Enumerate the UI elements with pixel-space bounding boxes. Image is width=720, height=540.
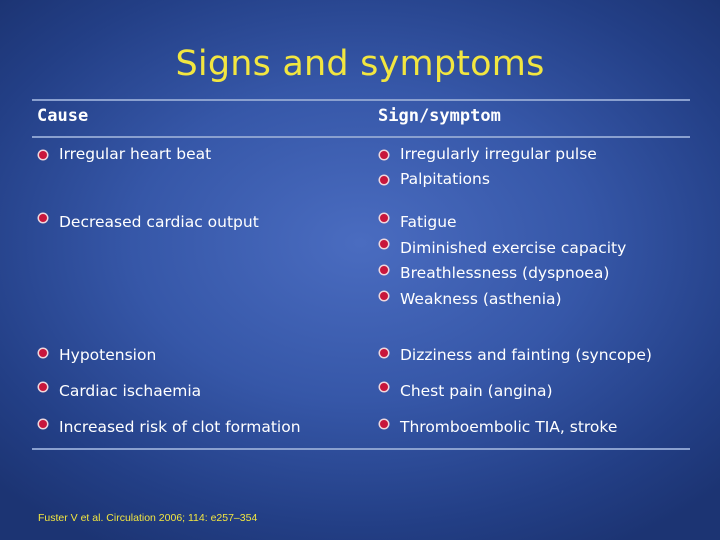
bullet-icon xyxy=(380,151,388,159)
symptom-label: Dizziness and fainting (syncope) xyxy=(400,346,652,364)
bullet-icon xyxy=(39,420,47,428)
header-cause: Cause xyxy=(37,106,89,126)
bullet-icon xyxy=(39,383,47,391)
bullet-icon xyxy=(380,266,388,274)
cause-label: Decreased cardiac output xyxy=(59,213,259,231)
bullet-icon xyxy=(380,176,388,184)
symptom-label: Chest pain (angina) xyxy=(400,382,553,400)
cause-label: Hypotension xyxy=(59,346,157,364)
symptom-label: Fatigue xyxy=(400,213,457,231)
bullet-icon xyxy=(380,240,388,248)
symptom-label: Thromboembolic TIA, stroke xyxy=(400,418,618,436)
symptom-label: Weakness (asthenia) xyxy=(400,290,562,308)
cause-label: Cardiac ischaemia xyxy=(59,382,202,400)
symptom-label: Breathlessness (dyspnoea) xyxy=(400,264,610,282)
bullet-icon xyxy=(380,383,388,391)
bullet-icon xyxy=(39,349,47,357)
bullet-icon xyxy=(39,214,47,222)
table-bottom-rule xyxy=(32,448,690,450)
title-rule xyxy=(32,99,690,101)
symptom-label: Irregularly irregular pulse xyxy=(400,145,597,163)
bullet-icon xyxy=(380,349,388,357)
cause-label: Increased risk of clot formation xyxy=(59,418,301,436)
bullet-icon xyxy=(380,292,388,300)
bullet-icon xyxy=(380,214,388,222)
cause-label: Irregular heart beat xyxy=(59,145,212,163)
symptom-label: Diminished exercise capacity xyxy=(400,239,627,257)
bullet-icon xyxy=(39,151,47,159)
header-symptom: Sign/symptom xyxy=(378,106,501,126)
header-rule xyxy=(32,136,690,138)
slide-title: Signs and symptoms xyxy=(175,44,545,84)
bullet-icon xyxy=(380,420,388,428)
symptom-label: Palpitations xyxy=(400,170,490,188)
citation-footnote: Fuster V et al. Circulation 2006; 114: e257–354 xyxy=(38,512,258,524)
